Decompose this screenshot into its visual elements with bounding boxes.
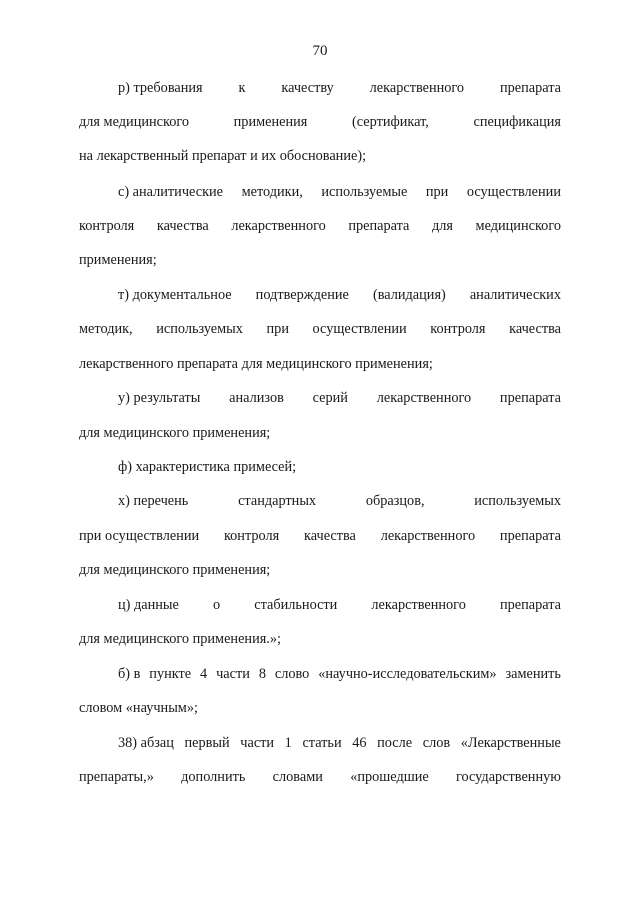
- text-line: препараты,» дополнить словами «прошедшие государственную: [79, 769, 561, 785]
- text-line: х) перечень стандартных образцов, используемых: [118, 493, 561, 509]
- text-line: контроля качества лекарственного препарата для медицинского: [79, 218, 561, 234]
- text-line: применения;: [79, 252, 157, 268]
- text-line: на лекарственный препарат и их обоснование);: [79, 148, 367, 164]
- text-line: при осуществлении контроля качества лекарственного препарата: [79, 528, 561, 544]
- text-line: методик, используемых при осуществлении контроля качества: [79, 321, 561, 337]
- text-line: для медицинского применения;: [79, 562, 271, 578]
- text-line: для медицинского применения;: [79, 425, 271, 441]
- text-line: т) документальное подтверждение (валидация) аналитических: [118, 287, 561, 303]
- page-number: 70: [312, 43, 328, 59]
- text-line: у) результаты анализов серий лекарственного препарата: [118, 390, 561, 406]
- text-line: лекарственного препарата для медицинского применения;: [79, 356, 433, 372]
- text-line: 38) абзац первый части 1 статьи 46 после слов «Лекарственные: [118, 735, 561, 751]
- text-line: ф) характеристика примесей;: [118, 459, 297, 475]
- text-line: с) аналитические методики, используемые при осуществлении: [118, 184, 561, 200]
- text-line: словом «научным»;: [79, 700, 198, 716]
- text-line: для медицинского применения.»;: [79, 631, 281, 647]
- text-line: р) требования к качеству лекарственного препарата: [118, 80, 561, 96]
- text-line: для медицинского применения (сертификат, спецификация: [79, 114, 561, 130]
- text-line: ц) данные о стабильности лекарственного препарата: [118, 597, 561, 613]
- text-line: б) в пункте 4 части 8 слово «научно-исследовательским» заменить: [118, 666, 561, 682]
